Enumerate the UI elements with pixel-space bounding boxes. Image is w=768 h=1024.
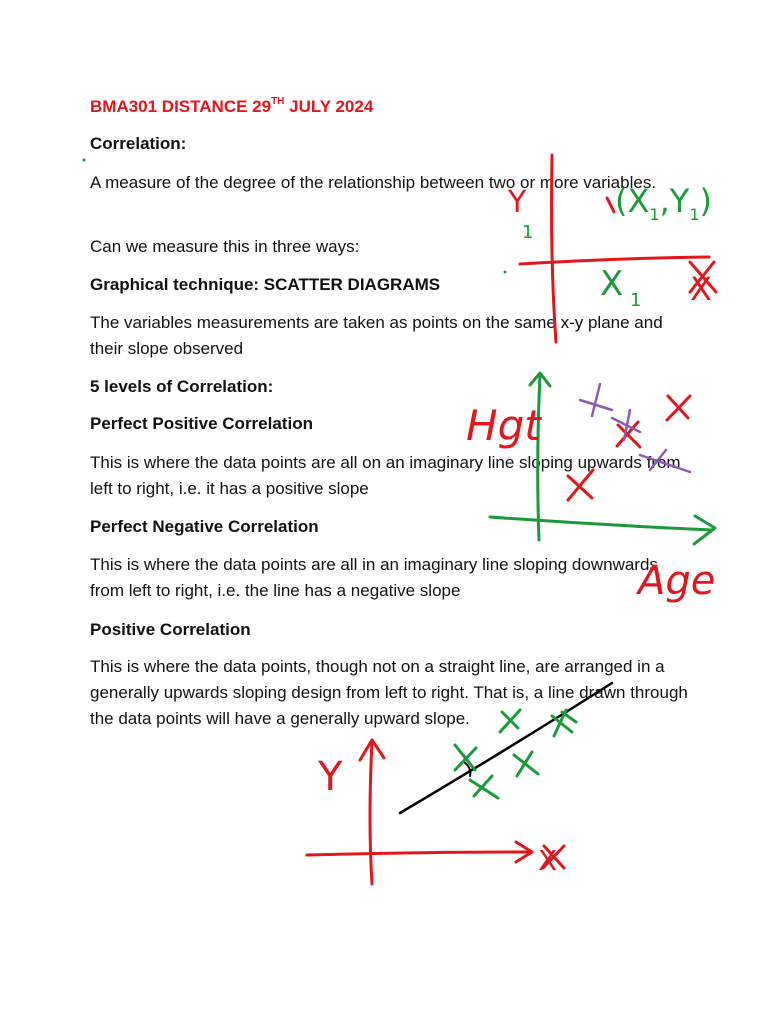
title-main: BMA301 DISTANCE 29: [90, 97, 272, 116]
title-superscript: TH: [271, 96, 285, 108]
sketch3-angle-mark: [464, 762, 470, 776]
sketch1-x-subscript: 1: [630, 290, 642, 311]
paragraph-graphical: The variables measurements are taken as points on the same x-y plane and their slope observed: [90, 313, 663, 358]
paragraph-perfect-negative: This is where the data points are all in an imaginary line sloping downwards from left to right, i.e. the line has a negative slope: [90, 555, 658, 600]
heading-positive: Positive Correlation: [90, 620, 251, 639]
ink-dot: [83, 159, 86, 162]
paragraph-measure-ways: Can we measure this in three ways:: [90, 237, 360, 256]
document-title: [90, 94, 690, 120]
sketch2-y-label: Hgt: [466, 401, 541, 450]
point-close: ): [699, 182, 712, 220]
sketch3-axes: [307, 740, 564, 884]
paragraph-perfect-positive: This is where the data points are all on an imaginary line sloping upwards from left to right, i.e. it has a positive slope: [90, 453, 681, 498]
sketch1-y-subscript: 1: [522, 222, 534, 243]
heading-levels: 5 levels of Correlation:: [90, 377, 274, 396]
sketch1-x-label: X: [600, 264, 624, 304]
sketch1-x-axis-label: X: [690, 270, 712, 308]
point-x: (X: [615, 182, 650, 220]
point-comma-y: ,Y: [659, 182, 690, 220]
sketch1-y-label: Y: [508, 185, 527, 220]
point-x-sub: 1: [649, 205, 660, 224]
title-rest: JULY 2024: [284, 97, 374, 116]
sketch3-y-label: Y: [318, 754, 343, 800]
sketch3-x-label: X: [538, 844, 558, 877]
point-y-sub: 1: [689, 205, 700, 224]
heading-perfect-negative: Perfect Negative Correlation: [90, 517, 319, 536]
sketch2-x-label: Age: [638, 558, 716, 604]
heading-graphical-technique: Graphical technique: SCATTER DIAGRAMS: [90, 275, 441, 294]
heading-correlation: Correlation:: [90, 134, 187, 153]
paragraph-positive: This is where the data points, though not on a straight line, are arranged in a generally upwards sloping design from left to right. That is, a line drawn through the data points will have a generally upward slope.: [90, 657, 688, 728]
paragraph-definition: A measure of the degree of the relationship between two or more variables.: [90, 173, 657, 192]
heading-perfect-positive: Perfect Positive Correlation: [90, 414, 313, 433]
